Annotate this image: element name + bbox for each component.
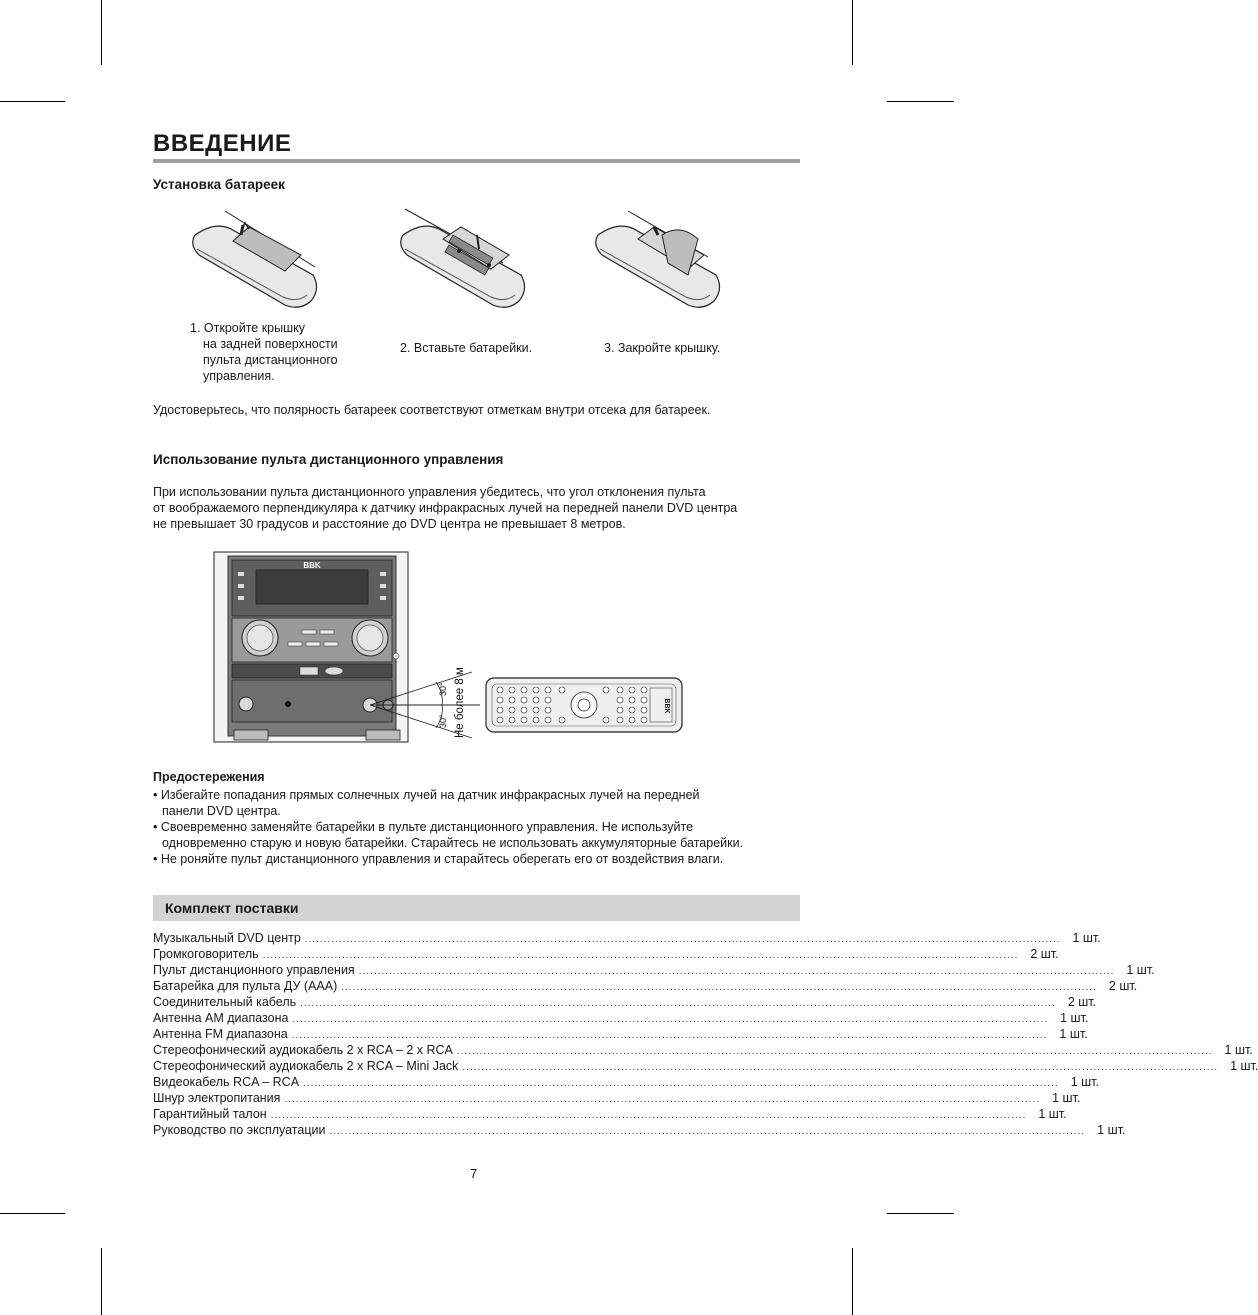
kit-item-name: Руководство по эксплуатации xyxy=(153,1123,326,1137)
warning-line: одновременно старую и новую батарейки. Старайтесь не использовать аккумуляторные батарейки. xyxy=(162,836,744,850)
remote-use-line: не превышает 30 градусов и расстояние до DVD центра не превышает 8 метров. xyxy=(153,517,626,531)
crop-mark xyxy=(852,1248,853,1315)
distance-label: Не более 8 м xyxy=(454,667,466,738)
kit-item-name: Музыкальный DVD центр xyxy=(153,931,301,945)
angle-top-label: 30° xyxy=(438,682,448,696)
remote-brand-logo: BBK xyxy=(663,698,670,714)
angle-bottom-label: 30° xyxy=(438,714,448,728)
leader-dots: ........................................................................................................................................................................................................ xyxy=(456,1046,1213,1057)
remote-close-cover-illustration xyxy=(588,205,728,315)
step-3-text: 3. Закройте крышку. xyxy=(604,341,721,355)
kit-item-name: Батарейка для пульта ДУ (ААА) xyxy=(153,979,338,993)
kit-item-qty: 2 шт. xyxy=(1067,995,1097,1009)
warning-item xyxy=(153,787,803,819)
warning-line: • Не роняйте пульт дистанционного управления и старайтесь оберегать его от воздействия влаги. xyxy=(153,852,724,866)
kit-item xyxy=(153,994,1097,1010)
kit-item-qty: 1 шт. xyxy=(1059,1027,1088,1041)
kit-item xyxy=(153,930,1101,946)
kit-item-qty: 1 шт. xyxy=(1060,1011,1089,1025)
crop-mark xyxy=(887,1213,954,1214)
kit-item-name: Стереофонический аудиокабель 2 x RCA – 2 x RCA xyxy=(153,1043,453,1057)
remote-use-line: от воображаемого перпендикуляра к датчику инфракрасных лучей на передней панели DVD центра xyxy=(153,501,738,515)
kit-item xyxy=(153,1090,1081,1106)
dvd-center-unit xyxy=(214,552,408,742)
kit-item-qty: 2 шт. xyxy=(1030,947,1059,961)
kit-item-qty: 1 шт. xyxy=(1070,1075,1099,1089)
warnings-list xyxy=(153,787,803,867)
remote-range-diagram xyxy=(210,550,700,755)
kit-item xyxy=(153,1042,1253,1058)
kit-item-name: Гарантийный талон xyxy=(153,1107,267,1121)
step-1-line: пульта дистанционного xyxy=(203,353,338,367)
kit-item-name: Громкоговоритель xyxy=(153,947,259,961)
warnings-title: Предостережения xyxy=(153,770,265,784)
kit-item xyxy=(153,1106,1067,1122)
leader-dots: ........................................................................................................................................................................................................ xyxy=(300,998,1056,1009)
kit-item-qty: 1 шт. xyxy=(1038,1107,1067,1121)
leader-dots: ........................................................................................................................................................................................................ xyxy=(358,966,1115,977)
kit-item-name: Стереофонический аудиокабель 2 x RCA – Mini Jack xyxy=(153,1059,459,1073)
leader-dots: ........................................................................................................................................................................................................ xyxy=(462,1062,1219,1073)
leader-dots: ........................................................................................................................................................................................................ xyxy=(292,1014,1049,1025)
kit-item-qty: 1 шт. xyxy=(1072,931,1101,945)
kit-item-qty: 1 шт. xyxy=(1097,1123,1126,1137)
kit-item xyxy=(153,1122,1126,1138)
leader-dots: ........................................................................................................................................................................................................ xyxy=(262,950,1019,961)
remote-use-heading: Использование пульта дистанционного управления xyxy=(153,452,504,467)
warning-line: панели DVD центра. xyxy=(162,804,281,818)
crop-mark xyxy=(101,0,102,65)
leader-dots: ........................................................................................................................................................................................................ xyxy=(341,982,1097,993)
leader-dots: ........................................................................................................................................................................................................ xyxy=(284,1094,1041,1105)
crop-mark xyxy=(0,101,65,102)
dvd-brand-logo: BBK xyxy=(303,561,321,570)
step-1-line: 1. Откройте крышку xyxy=(190,321,306,335)
kit-title: Комплект поставки xyxy=(165,900,299,916)
page-number: 7 xyxy=(470,1166,478,1181)
kit-item-qty: 1 шт. xyxy=(1230,1059,1258,1073)
page-title: ВВЕДЕНИЕ xyxy=(153,130,292,157)
crop-mark xyxy=(0,1213,65,1214)
kit-item xyxy=(153,1026,1088,1042)
crop-mark xyxy=(852,0,853,65)
remote-use-text xyxy=(153,484,737,532)
kit-item xyxy=(153,1058,1258,1074)
kit-item xyxy=(153,946,1059,962)
kit-item-name: Пульт дистанционного управления xyxy=(153,963,355,977)
kit-item-name: Антенна AM диапазона xyxy=(153,1011,289,1025)
remote-use-line: При использовании пульта дистанционного управления убедитесь, что угол отклонения пульта xyxy=(153,485,706,499)
battery-heading: Установка батареек xyxy=(153,177,285,192)
step-1-text xyxy=(190,320,338,384)
leader-dots: ........................................................................................................................................................................................................ xyxy=(329,1126,1086,1137)
warning-item xyxy=(153,851,803,867)
kit-item xyxy=(153,1010,1089,1026)
polarity-note: Удостоверьтесь, что полярность батареек соответствуют отметкам внутри отсека для батареек. xyxy=(153,403,711,417)
crop-mark xyxy=(887,101,954,102)
step-2-text: 2. Вставьте батарейки. xyxy=(400,341,533,355)
kit-item-qty: 2 шт. xyxy=(1108,979,1138,993)
crop-mark xyxy=(101,1248,102,1315)
leader-dots: ........................................................................................................................................................................................................ xyxy=(304,934,1061,945)
kit-item xyxy=(153,978,1138,994)
kit-item xyxy=(153,962,1155,978)
title-underline xyxy=(153,159,800,163)
kit-section-header xyxy=(153,895,800,921)
kit-item-name: Видеокабель RCA – RCA xyxy=(153,1075,300,1089)
kit-list xyxy=(153,930,1258,1138)
kit-item-name: Соединительный кабель xyxy=(153,995,297,1009)
remote-insert-batteries-illustration xyxy=(393,205,533,315)
leader-dots: ........................................................................................................................................................................................................ xyxy=(291,1030,1048,1041)
step-1-line: на задней поверхности xyxy=(203,337,338,351)
remote-open-cover-illustration xyxy=(185,205,325,315)
step-1-line: управления. xyxy=(203,369,275,383)
kit-item-name: Антенна FM диапазона xyxy=(153,1027,288,1041)
leader-dots: ........................................................................................................................................................................................................ xyxy=(270,1110,1027,1121)
kit-item-qty: 1 шт. xyxy=(1126,963,1155,977)
leader-dots: ........................................................................................................................................................................................................ xyxy=(303,1078,1059,1089)
warning-line: • Своевременно заменяйте батарейки в пульте дистанционного управления. Не используйте xyxy=(153,820,694,834)
kit-item-qty: 1 шт. xyxy=(1052,1091,1081,1105)
warning-line: • Избегайте попадания прямых солнечных лучей на датчик инфракрасных лучей на передней xyxy=(153,788,700,802)
remote-control xyxy=(486,678,682,732)
kit-item xyxy=(153,1074,1099,1090)
warning-item xyxy=(153,819,803,851)
kit-item-qty: 1 шт. xyxy=(1224,1043,1253,1057)
kit-item-name: Шнур электропитания xyxy=(153,1091,281,1105)
